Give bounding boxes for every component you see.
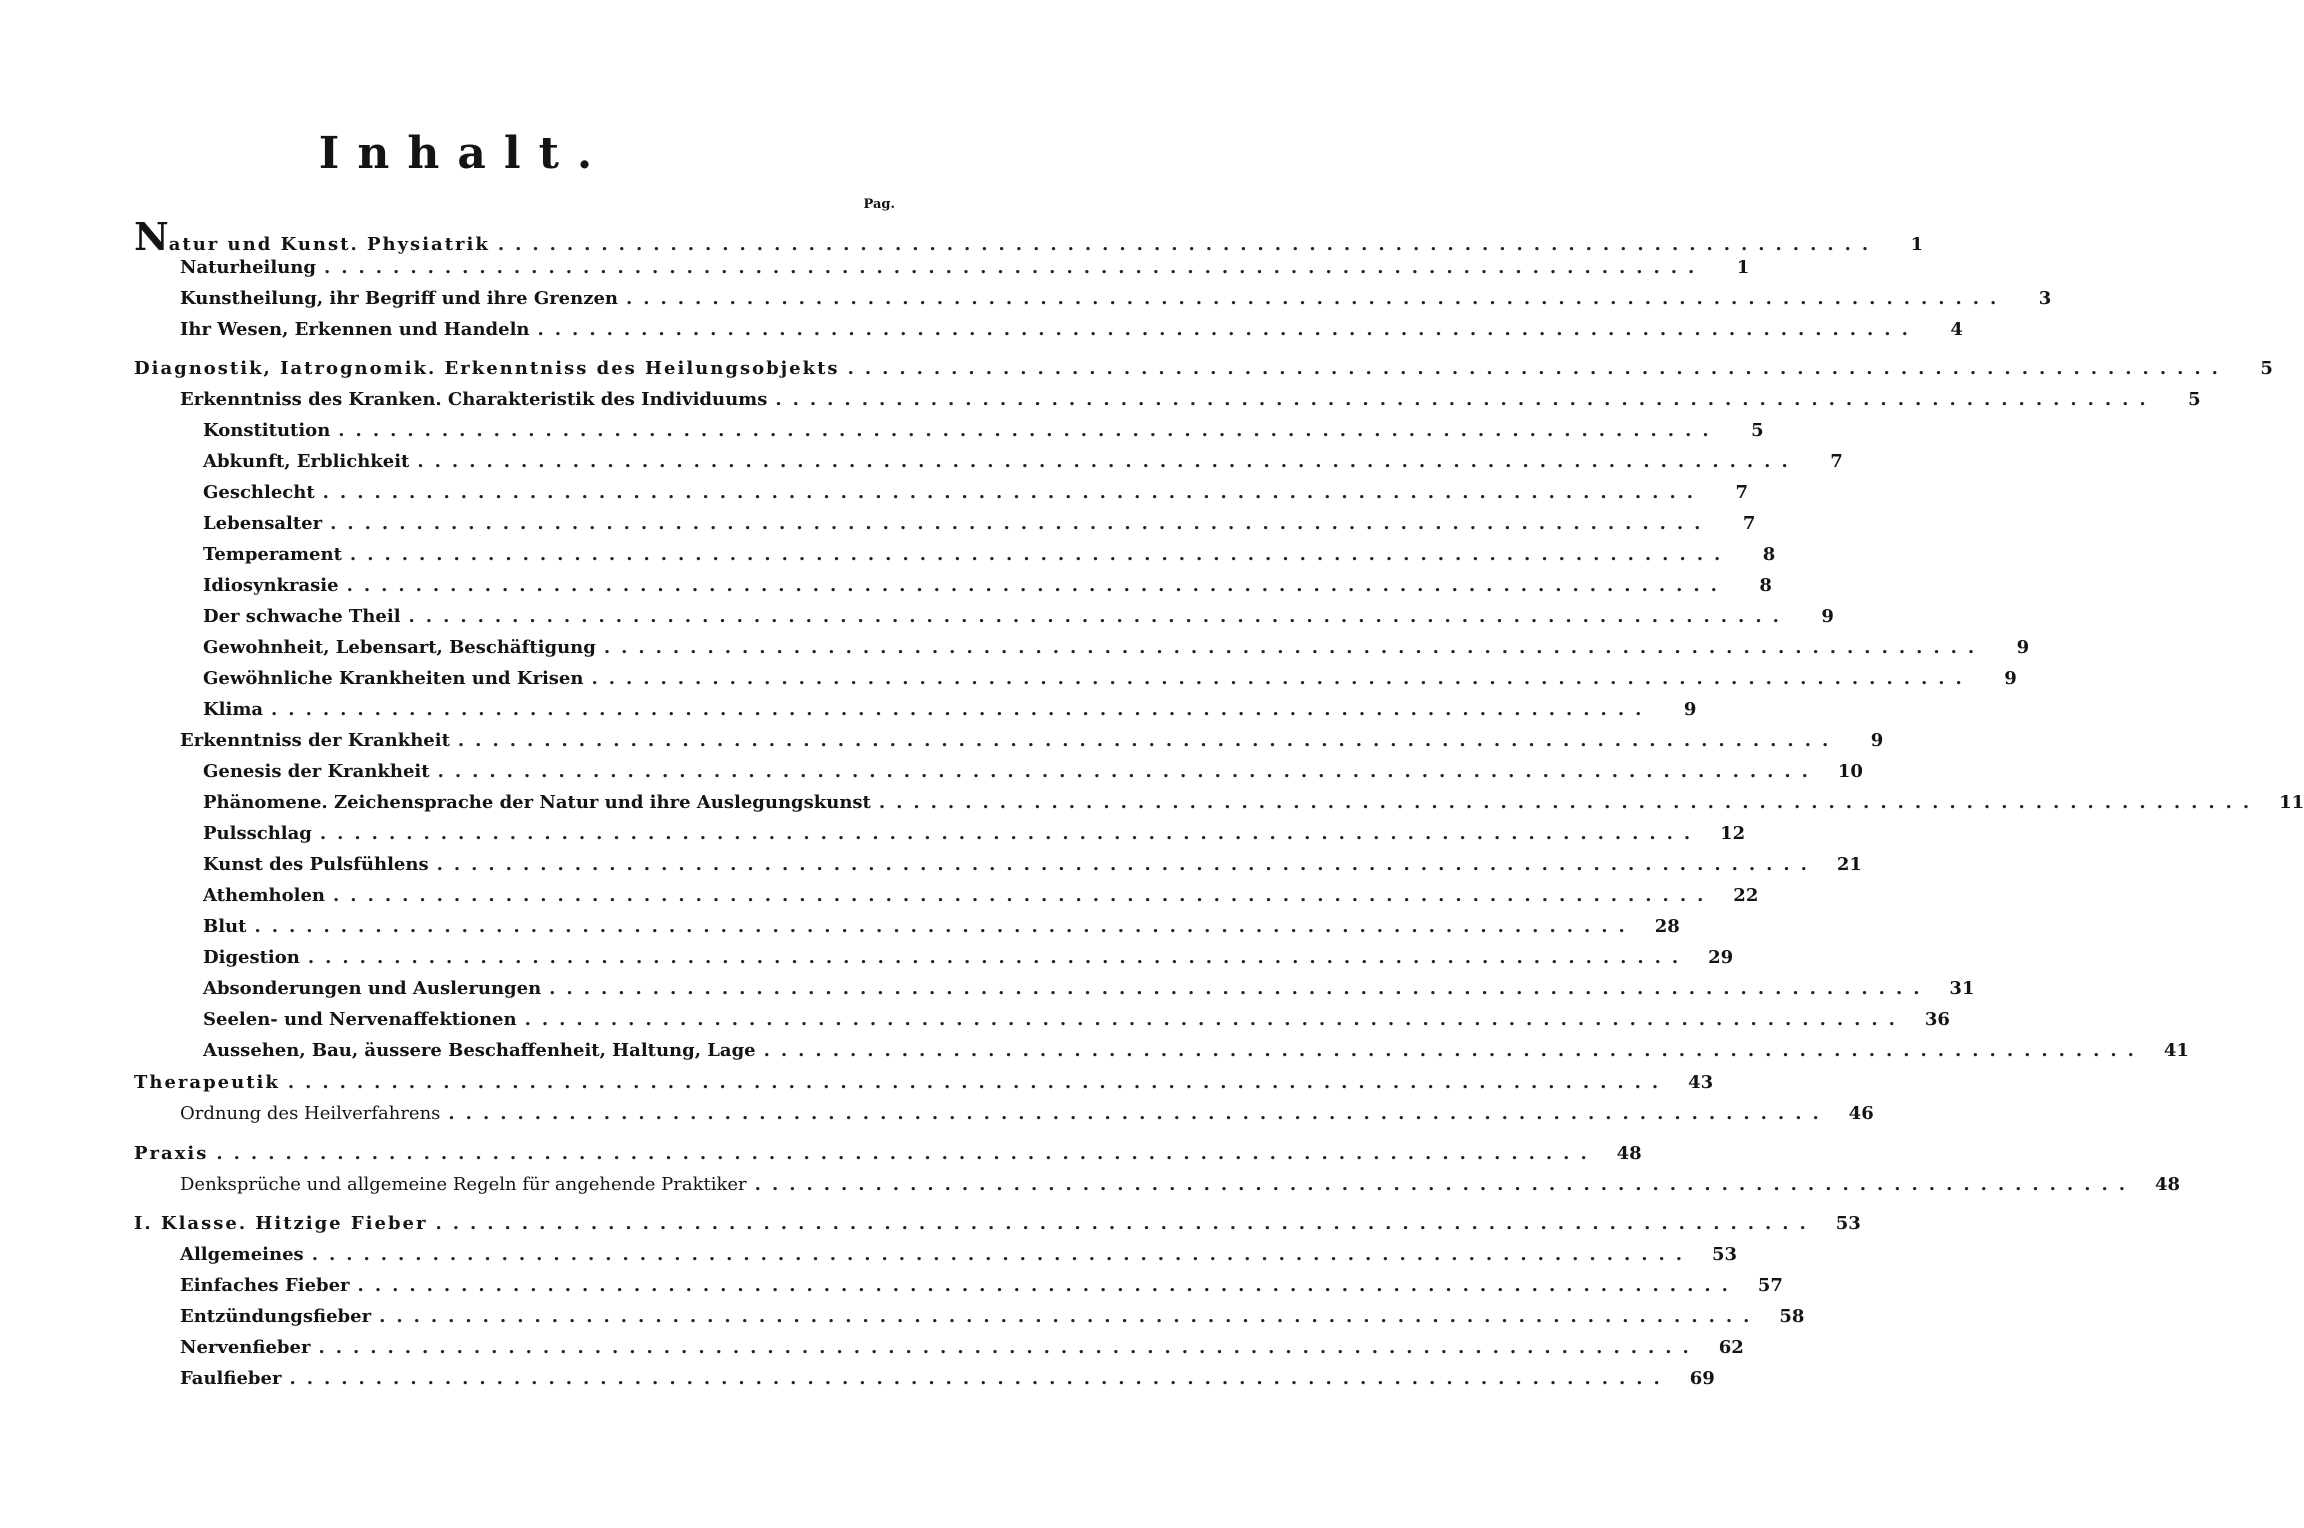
dot-leader: ................................................................................ bbox=[775, 389, 2157, 410]
dot-leader: ................................................................................ bbox=[625, 288, 2008, 309]
toc-page-number: 5 bbox=[2188, 389, 2201, 410]
dot-leader: ................................................................................ bbox=[437, 761, 1819, 782]
drop-initial: N bbox=[134, 214, 169, 259]
dot-leader: ................................................................................ bbox=[524, 1009, 1906, 1030]
dot-leader: ................................................................................ bbox=[549, 978, 1931, 999]
toc-entry-label: Entzündungsfieber bbox=[180, 1306, 372, 1327]
toc-entry bbox=[0, 540, 1776, 570]
toc-entry-label: Faulfieber bbox=[180, 1368, 282, 1389]
toc-entry bbox=[0, 1170, 2180, 1200]
toc-page-number: 36 bbox=[1924, 1009, 1950, 1030]
toc-page-number: 9 bbox=[1683, 699, 1697, 720]
toc-entry bbox=[0, 788, 2304, 818]
dot-leader: ................................................................................ bbox=[357, 1275, 1739, 1296]
toc-page-number: 3 bbox=[2038, 288, 2052, 309]
toc-entry bbox=[0, 1068, 1714, 1098]
dot-leader: ................................................................................ bbox=[497, 234, 1880, 255]
toc-entry-label: Allgemeines bbox=[180, 1244, 304, 1265]
toc-entry-label: Pulsschlag bbox=[203, 823, 312, 844]
toc-entry bbox=[0, 726, 1884, 756]
toc-entry bbox=[0, 478, 1748, 508]
toc-entry bbox=[0, 912, 1680, 942]
toc-entry-label: Naturheilung bbox=[180, 257, 316, 278]
dot-leader: ................................................................................ bbox=[435, 1213, 1817, 1234]
toc-entry-label: Konstitution bbox=[203, 420, 331, 441]
toc-entry bbox=[0, 1364, 1715, 1394]
toc-entry bbox=[0, 1139, 1642, 1169]
toc-page-number: 41 bbox=[2163, 1040, 2189, 1061]
toc-entry bbox=[0, 695, 1697, 725]
dot-leader: ................................................................................ bbox=[330, 513, 1712, 534]
toc-entry-label: Kunstheilung, ihr Begriff und ihre Grenzen bbox=[180, 288, 618, 309]
toc-entry-label: Geschlecht bbox=[203, 482, 315, 503]
dot-leader: ................................................................................ bbox=[537, 319, 1919, 340]
dot-leader: ................................................................................ bbox=[591, 668, 1973, 689]
dot-leader: ................................................................................ bbox=[216, 1143, 1598, 1164]
toc-entry bbox=[0, 943, 1734, 973]
toc-entry-label: Klima bbox=[203, 699, 264, 720]
toc-page-number: 57 bbox=[1757, 1275, 1783, 1296]
dot-leader: ................................................................................ bbox=[763, 1040, 2145, 1061]
toc-entry bbox=[0, 1036, 2189, 1066]
dot-leader: ................................................................................ bbox=[847, 358, 2229, 379]
toc-entry bbox=[0, 214, 1924, 259]
toc-entry bbox=[0, 602, 1834, 632]
dot-leader: ................................................................................ bbox=[379, 1306, 1761, 1327]
toc-entry-label: Aussehen, Bau, äussere Beschaffenheit, Haltung, Lage bbox=[203, 1040, 756, 1061]
dot-leader: ................................................................................ bbox=[436, 854, 1818, 875]
toc-page-number: 8 bbox=[1762, 544, 1776, 565]
toc-entry-label: Lebensalter bbox=[203, 513, 323, 534]
toc-entry bbox=[0, 1209, 1861, 1239]
toc-page-number: 8 bbox=[1759, 575, 1772, 596]
toc-page-number: 29 bbox=[1708, 947, 1734, 968]
toc-entry bbox=[0, 1240, 1738, 1270]
toc-entry bbox=[0, 509, 1756, 539]
toc-entry-label: Erkenntniss der Krankheit bbox=[180, 730, 450, 751]
toc-page-number: 48 bbox=[2154, 1174, 2180, 1195]
toc-entry-label: Ihr Wesen, Erkennen und Handeln bbox=[180, 319, 530, 340]
toc-entry-label: Digestion bbox=[203, 947, 300, 968]
toc-entry-label: Erkenntniss des Kranken. Charakteristik des Individuums bbox=[180, 389, 768, 410]
dot-leader: ................................................................................ bbox=[323, 257, 1706, 278]
toc-entry bbox=[0, 1099, 1874, 1129]
toc-entry bbox=[0, 315, 1963, 345]
toc-page-number: 9 bbox=[1870, 730, 1884, 751]
toc-entry-label-rest: atur und Kunst. Physiatrik bbox=[168, 234, 490, 255]
dot-leader: ................................................................................ bbox=[311, 1244, 1694, 1265]
toc-entry-label: Einfaches Fieber bbox=[180, 1275, 350, 1296]
toc-entry-label: Idiosynkrasie bbox=[203, 575, 339, 596]
dot-leader: ................................................................................ bbox=[289, 1368, 1671, 1389]
dot-leader: ................................................................................ bbox=[307, 947, 1690, 968]
toc-entry bbox=[0, 385, 2201, 415]
toc-entry-label: Therapeutik bbox=[134, 1072, 280, 1093]
dot-leader: ................................................................................ bbox=[448, 1103, 1830, 1124]
toc-entry bbox=[0, 447, 1843, 477]
toc-page-number: 5 bbox=[1751, 420, 1764, 441]
toc-page-number: 31 bbox=[1949, 978, 1975, 999]
toc-entry-label: Ordnung des Heilverfahrens bbox=[180, 1103, 441, 1124]
toc-entry-label: Der schwache Theil bbox=[203, 606, 401, 627]
toc-page-number: 53 bbox=[1835, 1213, 1861, 1234]
dot-leader: ................................................................................ bbox=[254, 916, 1636, 937]
toc-page-number: 48 bbox=[1616, 1143, 1642, 1164]
toc-entry-label: Abkunft, Erblichkeit bbox=[203, 451, 410, 472]
toc-entry bbox=[0, 850, 1862, 880]
toc-page-number: 9 bbox=[1821, 606, 1834, 627]
toc-page-number: 9 bbox=[2004, 668, 2017, 689]
dot-leader: ................................................................................ bbox=[754, 1174, 2136, 1195]
toc-page-number: 10 bbox=[1837, 761, 1863, 782]
page-title: Inhalt. bbox=[318, 128, 611, 179]
dot-leader: ................................................................................ bbox=[457, 730, 1840, 751]
toc-page-number: 58 bbox=[1779, 1306, 1805, 1327]
toc-page-number: 7 bbox=[1742, 513, 1756, 534]
dot-leader: ................................................................................ bbox=[417, 451, 1799, 472]
toc-entry-label: Gewöhnliche Krankheiten und Krisen bbox=[203, 668, 584, 689]
toc-page-number: 9 bbox=[2016, 637, 2030, 658]
dot-leader: ................................................................................ bbox=[322, 482, 1704, 503]
toc-page-number: 28 bbox=[1654, 916, 1680, 937]
pag-column-label: Pag. bbox=[863, 197, 895, 212]
toc-entry bbox=[0, 1302, 1805, 1332]
toc-entry-label: Seelen- und Nervenaffektionen bbox=[203, 1009, 517, 1030]
toc-page-number: 69 bbox=[1689, 1368, 1715, 1389]
toc-entry-label: Praxis bbox=[134, 1143, 209, 1164]
dot-leader: ................................................................................ bbox=[319, 823, 1702, 844]
toc-page-number: 62 bbox=[1718, 1337, 1744, 1358]
dot-leader: ................................................................................ bbox=[408, 606, 1790, 627]
toc-page-number: 1 bbox=[1736, 257, 1750, 278]
toc-entry bbox=[0, 1333, 1744, 1363]
toc-page-number: 7 bbox=[1830, 451, 1843, 472]
toc-entry-label: Absonderungen und Auslerungen bbox=[203, 978, 542, 999]
dot-leader: ................................................................................ bbox=[346, 575, 1728, 596]
toc-entry bbox=[0, 819, 1746, 849]
toc-entry bbox=[0, 354, 2273, 384]
toc-entry bbox=[0, 1271, 1783, 1301]
toc-entry-label: Kunst des Pulsfühlens bbox=[203, 854, 429, 875]
toc-entry bbox=[0, 571, 1772, 601]
toc-entry-label: I. Klasse. Hitzige Fieber bbox=[134, 1213, 428, 1234]
toc-page-number: 21 bbox=[1836, 854, 1862, 875]
dot-leader: ................................................................................ bbox=[333, 885, 1715, 906]
toc-entry-label: Gewohnheit, Lebensart, Beschäftigung bbox=[203, 637, 596, 658]
toc-page-number: 1 bbox=[1910, 234, 1924, 255]
toc-entry-label: Phänomene. Zeichensprache der Natur und ihre Auslegungskunst bbox=[203, 792, 871, 813]
toc-entry-label: Temperament bbox=[203, 544, 342, 565]
toc-page-number: 46 bbox=[1848, 1103, 1874, 1124]
toc-entry bbox=[0, 1005, 1950, 1035]
dot-leader: ................................................................................ bbox=[603, 637, 1986, 658]
toc-entry bbox=[0, 664, 2017, 694]
dot-leader: ................................................................................ bbox=[349, 544, 1732, 565]
toc-entry bbox=[0, 633, 2030, 663]
toc-entry bbox=[0, 284, 2052, 314]
toc-entry-label: Nervenfieber bbox=[180, 1337, 311, 1358]
toc-entry bbox=[0, 253, 1750, 283]
toc-page-number: 22 bbox=[1733, 885, 1759, 906]
toc-entry bbox=[0, 757, 1863, 787]
dot-leader: ................................................................................ bbox=[338, 420, 1720, 441]
toc-page-number: 5 bbox=[2260, 358, 2273, 379]
toc-entry-label: Genesis der Krankheit bbox=[203, 761, 430, 782]
dot-leader: ................................................................................ bbox=[878, 792, 2261, 813]
toc-page-number: 11 bbox=[2279, 792, 2304, 813]
toc-entry-label: Denksprüche und allgemeine Regeln für angehende Praktiker bbox=[180, 1174, 747, 1195]
dot-leader: ................................................................................ bbox=[271, 699, 1653, 720]
toc-page-number: 43 bbox=[1688, 1072, 1714, 1093]
toc-entry bbox=[0, 974, 1975, 1004]
toc-page-number: 4 bbox=[1950, 319, 1963, 340]
toc-entry bbox=[0, 881, 1759, 911]
toc-entry bbox=[0, 416, 1764, 446]
toc-entry-label: Blut bbox=[203, 916, 247, 937]
toc-page-number: 53 bbox=[1711, 1244, 1738, 1265]
toc-entry-label: Athemholen bbox=[203, 885, 326, 906]
toc-page-number: 12 bbox=[1720, 823, 1746, 844]
toc-page-number: 7 bbox=[1735, 482, 1748, 503]
dot-leader: ................................................................................ bbox=[287, 1072, 1670, 1093]
dot-leader: ................................................................................ bbox=[318, 1337, 1700, 1358]
toc-entry-label: Diagnostik, Iatrognomik. Erkenntniss des Heilungsobjekts bbox=[134, 358, 840, 379]
